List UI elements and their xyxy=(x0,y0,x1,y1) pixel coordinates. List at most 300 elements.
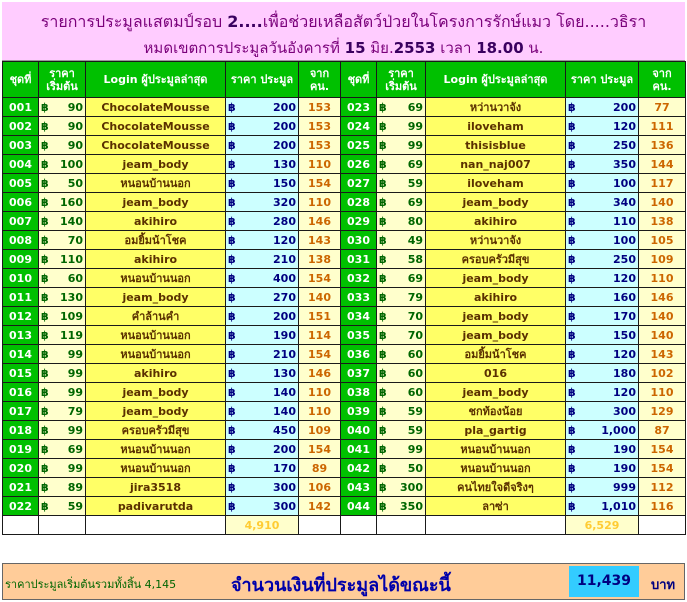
item-id: 004 xyxy=(3,155,39,174)
from-count: 105 xyxy=(639,231,686,250)
bid-price-cell xyxy=(226,136,299,155)
bid-price: 130 xyxy=(273,366,296,380)
bidder-login: หนอนบ้านนอก xyxy=(86,459,226,478)
header-price: ราคา ประมูล xyxy=(566,62,639,98)
start-price: 110 xyxy=(60,252,83,266)
title-banner xyxy=(2,2,685,61)
start-price-cell xyxy=(377,155,426,174)
start-price-cell xyxy=(39,497,86,516)
baht-icon: ฿ xyxy=(379,442,387,456)
empty-cell xyxy=(639,516,686,535)
start-price-cell xyxy=(377,117,426,136)
baht-icon: ฿ xyxy=(379,328,387,342)
start-price: 119 xyxy=(60,328,83,342)
bid-price: 1,010 xyxy=(601,499,636,513)
start-price: 70 xyxy=(67,233,83,247)
item-id: 017 xyxy=(3,402,39,421)
bid-price-cell xyxy=(566,269,639,288)
baht-icon: ฿ xyxy=(41,385,49,399)
baht-icon: ฿ xyxy=(379,423,387,437)
empty-cell xyxy=(39,516,86,535)
baht-icon: ฿ xyxy=(568,480,576,494)
start-total-text: ราคาประมูลเริ่มต้นรวมทั้งสิ้น 4,145 xyxy=(5,578,177,591)
item-id: 040 xyxy=(341,421,377,440)
item-id: 019 xyxy=(3,440,39,459)
from-count: 109 xyxy=(299,421,341,440)
start-price-cell xyxy=(377,307,426,326)
baht-icon: ฿ xyxy=(228,233,236,247)
bid-price-cell xyxy=(226,326,299,345)
start-price-cell xyxy=(377,364,426,383)
start-price-cell xyxy=(39,231,86,250)
bid-price-cell xyxy=(226,193,299,212)
start-price-cell xyxy=(39,478,86,497)
baht-icon: ฿ xyxy=(228,442,236,456)
bidder-login: ชกท้องน้อย xyxy=(426,402,566,421)
baht-icon: ฿ xyxy=(568,290,576,304)
bid-price: 190 xyxy=(613,442,636,456)
item-id: 006 xyxy=(3,193,39,212)
item-id: 012 xyxy=(3,307,39,326)
start-price-cell xyxy=(39,307,86,326)
from-count: 154 xyxy=(299,174,341,193)
bid-price-cell xyxy=(226,497,299,516)
bid-price-cell xyxy=(566,288,639,307)
bid-price: 150 xyxy=(273,176,296,190)
deadline-year: 2553 xyxy=(393,39,436,57)
baht-icon: ฿ xyxy=(41,233,49,247)
baht-icon: ฿ xyxy=(41,480,49,494)
start-price: 59 xyxy=(67,499,83,513)
start-price: 60 xyxy=(407,385,423,399)
bid-price-cell xyxy=(566,193,639,212)
from-count: 87 xyxy=(639,421,686,440)
start-price-cell xyxy=(39,98,86,117)
from-count: 114 xyxy=(299,326,341,345)
item-id: 032 xyxy=(341,269,377,288)
baht-icon: ฿ xyxy=(568,385,576,399)
item-id: 026 xyxy=(341,155,377,174)
bidder-login: jeam_body xyxy=(426,193,566,212)
bidder-login: akihiro xyxy=(426,212,566,231)
start-price: 140 xyxy=(60,214,83,228)
baht-icon: ฿ xyxy=(228,461,236,475)
item-id: 041 xyxy=(341,440,377,459)
table-row xyxy=(3,117,686,136)
bid-price-cell xyxy=(566,117,639,136)
baht-icon: ฿ xyxy=(41,100,49,114)
baht-icon: ฿ xyxy=(568,176,576,190)
bid-price-cell xyxy=(226,155,299,174)
start-price: 70 xyxy=(407,309,423,323)
bidder-login: jeam_body xyxy=(86,288,226,307)
from-count: 154 xyxy=(299,345,341,364)
bid-price-cell xyxy=(226,364,299,383)
baht-icon: ฿ xyxy=(568,195,576,209)
bid-price: 190 xyxy=(613,461,636,475)
title-line-1 xyxy=(2,10,685,35)
baht-icon: ฿ xyxy=(41,195,49,209)
bid-price: 270 xyxy=(273,290,296,304)
bid-price-cell xyxy=(226,402,299,421)
bid-price-cell xyxy=(566,174,639,193)
start-price-cell xyxy=(39,440,86,459)
baht-icon: ฿ xyxy=(568,233,576,247)
bidder-login: jeam_body xyxy=(86,193,226,212)
from-count: 142 xyxy=(299,497,341,516)
start-price: 100 xyxy=(60,157,83,171)
baht-icon: ฿ xyxy=(41,309,49,323)
left-total: 4,910 xyxy=(226,516,299,535)
table-row xyxy=(3,345,686,364)
bidder-login: ChocolateMousse xyxy=(86,136,226,155)
baht-icon: ฿ xyxy=(379,309,387,323)
start-price: 59 xyxy=(407,176,423,190)
item-id: 043 xyxy=(341,478,377,497)
bid-price: 250 xyxy=(613,252,636,266)
baht-icon: ฿ xyxy=(568,309,576,323)
item-id: 030 xyxy=(341,231,377,250)
from-count: 146 xyxy=(639,288,686,307)
bid-price: 140 xyxy=(273,404,296,418)
bidder-login: ครอบครัวมีสุข xyxy=(426,250,566,269)
start-price: 160 xyxy=(60,195,83,209)
start-price: 99 xyxy=(407,442,423,456)
from-count: 140 xyxy=(299,288,341,307)
start-price-cell xyxy=(39,269,86,288)
table-row xyxy=(3,136,686,155)
table-row xyxy=(3,269,686,288)
bid-price-cell xyxy=(566,364,639,383)
item-id: 001 xyxy=(3,98,39,117)
start-price-cell xyxy=(39,117,86,136)
from-count: 138 xyxy=(639,212,686,231)
table-row xyxy=(3,155,686,174)
start-price-cell xyxy=(377,402,426,421)
from-count: 146 xyxy=(299,364,341,383)
from-count: 117 xyxy=(639,174,686,193)
bid-price: 150 xyxy=(613,328,636,342)
item-id: 033 xyxy=(341,288,377,307)
bid-price: 110 xyxy=(613,214,636,228)
baht-icon: ฿ xyxy=(41,271,49,285)
bid-price: 120 xyxy=(613,347,636,361)
item-id: 011 xyxy=(3,288,39,307)
bid-price-cell xyxy=(566,497,639,516)
baht-icon: ฿ xyxy=(41,138,49,152)
start-price-cell xyxy=(377,345,426,364)
bidder-login: akihiro xyxy=(426,288,566,307)
start-price-cell xyxy=(377,250,426,269)
auction-table xyxy=(2,61,686,535)
bid-price: 200 xyxy=(613,100,636,114)
bid-price: 1,000 xyxy=(601,423,636,437)
bid-price: 300 xyxy=(273,480,296,494)
start-price: 58 xyxy=(407,252,423,266)
baht-icon: ฿ xyxy=(379,138,387,152)
bid-price: 120 xyxy=(613,271,636,285)
from-count: 109 xyxy=(639,250,686,269)
table-row xyxy=(3,231,686,250)
start-price: 69 xyxy=(407,271,423,285)
from-count: 136 xyxy=(639,136,686,155)
current-amount-label: จำนวนเงินที่ประมูลได้ขณะนี้ xyxy=(231,575,451,596)
baht-icon: ฿ xyxy=(228,347,236,361)
bidder-login: ChocolateMousse xyxy=(86,98,226,117)
title-line-2 xyxy=(2,36,685,60)
baht-icon: ฿ xyxy=(568,157,576,171)
empty-cell xyxy=(341,516,377,535)
empty-cell xyxy=(299,516,341,535)
table-row xyxy=(3,383,686,402)
current-amount-value: 11,439 xyxy=(569,566,639,597)
start-price-cell xyxy=(377,269,426,288)
bid-price-cell xyxy=(226,345,299,364)
bidder-login: nan_naj007 xyxy=(426,155,566,174)
bid-price-cell xyxy=(566,402,639,421)
bid-price-cell xyxy=(226,269,299,288)
bid-price: 200 xyxy=(273,309,296,323)
start-price: 89 xyxy=(67,480,83,494)
bid-price-cell xyxy=(566,459,639,478)
bidder-login: iloveham xyxy=(426,117,566,136)
item-id: 036 xyxy=(341,345,377,364)
start-price-cell xyxy=(377,231,426,250)
table-row xyxy=(3,402,686,421)
bid-price: 160 xyxy=(613,290,636,304)
title-text: รายการประมูลแสตมป์รอบ xyxy=(40,12,228,31)
bid-price-cell xyxy=(226,459,299,478)
baht-icon: ฿ xyxy=(228,480,236,494)
bid-price: 250 xyxy=(613,138,636,152)
start-price: 50 xyxy=(407,461,423,475)
bid-price-cell xyxy=(566,440,639,459)
start-price: 59 xyxy=(407,404,423,418)
totals-row xyxy=(3,516,686,535)
empty-cell xyxy=(86,516,226,535)
baht-icon: ฿ xyxy=(379,385,387,399)
bid-price-cell xyxy=(226,117,299,136)
bidder-login: หนอนบ้านนอก xyxy=(86,440,226,459)
item-id: 024 xyxy=(341,117,377,136)
from-count: 140 xyxy=(639,326,686,345)
baht-icon: ฿ xyxy=(568,366,576,380)
from-count: 146 xyxy=(299,212,341,231)
bidder-login: หนอนบ้านนอก xyxy=(86,269,226,288)
bid-price-cell xyxy=(226,212,299,231)
bidder-login: หนอนบ้านนอก xyxy=(86,174,226,193)
bid-price: 140 xyxy=(273,385,296,399)
bid-price: 170 xyxy=(613,309,636,323)
from-count: 138 xyxy=(299,250,341,269)
start-price-cell xyxy=(377,421,426,440)
baht-icon: ฿ xyxy=(41,214,49,228)
bid-price-cell xyxy=(566,307,639,326)
baht-icon: ฿ xyxy=(568,423,576,437)
baht-icon: ฿ xyxy=(228,385,236,399)
bid-price-cell xyxy=(226,440,299,459)
baht-icon: ฿ xyxy=(379,271,387,285)
bid-price: 130 xyxy=(273,157,296,171)
item-id: 005 xyxy=(3,174,39,193)
from-count: 116 xyxy=(639,497,686,516)
item-id: 015 xyxy=(3,364,39,383)
from-count: 110 xyxy=(639,269,686,288)
start-price: 109 xyxy=(60,309,83,323)
from-count: 106 xyxy=(299,478,341,497)
baht-icon: ฿ xyxy=(228,100,236,114)
from-count: 151 xyxy=(299,307,341,326)
baht-icon: ฿ xyxy=(228,271,236,285)
start-price: 69 xyxy=(407,157,423,171)
bid-price: 100 xyxy=(613,233,636,247)
from-count: 110 xyxy=(299,383,341,402)
from-count: 140 xyxy=(639,193,686,212)
baht-icon: ฿ xyxy=(379,233,387,247)
item-id: 029 xyxy=(341,212,377,231)
baht-icon: ฿ xyxy=(568,119,576,133)
item-id: 010 xyxy=(3,269,39,288)
bid-price-cell xyxy=(226,288,299,307)
bid-price: 120 xyxy=(613,385,636,399)
bidder-login: akihiro xyxy=(86,250,226,269)
baht-icon: ฿ xyxy=(379,480,387,494)
item-id: 022 xyxy=(3,497,39,516)
baht-icon: ฿ xyxy=(41,252,49,266)
bidder-login: jeam_body xyxy=(426,307,566,326)
table-row xyxy=(3,288,686,307)
bidder-login: jeam_body xyxy=(86,383,226,402)
bidder-login: หนอนบ้านนอก xyxy=(426,459,566,478)
baht-icon: ฿ xyxy=(379,252,387,266)
bidder-login: หว่านวาจัง xyxy=(426,231,566,250)
baht-icon: ฿ xyxy=(568,404,576,418)
start-price-cell xyxy=(377,459,426,478)
baht-icon: ฿ xyxy=(568,499,576,513)
start-price-cell xyxy=(377,136,426,155)
start-price: 50 xyxy=(67,176,83,190)
baht-icon: ฿ xyxy=(41,423,49,437)
start-price-cell xyxy=(377,326,426,345)
from-count: 154 xyxy=(639,440,686,459)
baht-icon: ฿ xyxy=(228,423,236,437)
item-id: 007 xyxy=(3,212,39,231)
baht-icon: ฿ xyxy=(41,347,49,361)
currency-unit: บาท xyxy=(651,578,676,593)
start-price: 99 xyxy=(67,347,83,361)
baht-icon: ฿ xyxy=(379,214,387,228)
start-price-cell xyxy=(39,459,86,478)
bidder-login: หนอนบ้านนอก xyxy=(86,345,226,364)
start-price: 99 xyxy=(67,385,83,399)
start-price-cell xyxy=(377,174,426,193)
baht-icon: ฿ xyxy=(41,404,49,418)
start-price-cell xyxy=(377,440,426,459)
empty-cell xyxy=(3,516,39,535)
baht-icon: ฿ xyxy=(228,195,236,209)
bidder-login: อมยิ้มน้าโชค xyxy=(86,231,226,250)
from-count: 110 xyxy=(299,155,341,174)
baht-icon: ฿ xyxy=(41,119,49,133)
start-price: 99 xyxy=(67,461,83,475)
item-id: 013 xyxy=(3,326,39,345)
bid-price: 400 xyxy=(273,271,296,285)
start-price-cell xyxy=(39,250,86,269)
from-count: 140 xyxy=(639,307,686,326)
header-from: จาก คน. xyxy=(299,62,341,98)
round-number: 2.... xyxy=(227,12,263,31)
baht-icon: ฿ xyxy=(568,100,576,114)
baht-icon: ฿ xyxy=(568,138,576,152)
baht-icon: ฿ xyxy=(41,328,49,342)
bidder-login: iloveham xyxy=(426,174,566,193)
baht-icon: ฿ xyxy=(228,138,236,152)
bid-price-cell xyxy=(566,136,639,155)
item-id: 008 xyxy=(3,231,39,250)
bid-price-cell xyxy=(226,383,299,402)
bid-price-cell xyxy=(566,155,639,174)
bidder-login: ลาซ่า xyxy=(426,497,566,516)
baht-icon: ฿ xyxy=(379,290,387,304)
bid-price: 999 xyxy=(613,480,636,494)
item-id: 044 xyxy=(341,497,377,516)
item-id: 003 xyxy=(3,136,39,155)
baht-icon: ฿ xyxy=(379,461,387,475)
baht-icon: ฿ xyxy=(379,100,387,114)
baht-icon: ฿ xyxy=(228,404,236,418)
start-price-cell xyxy=(377,497,426,516)
bid-price-cell xyxy=(226,174,299,193)
start-price: 99 xyxy=(67,423,83,437)
start-price: 99 xyxy=(67,366,83,380)
bid-price: 200 xyxy=(273,138,296,152)
item-id: 038 xyxy=(341,383,377,402)
item-id: 014 xyxy=(3,345,39,364)
start-price-cell xyxy=(39,364,86,383)
baht-icon: ฿ xyxy=(41,157,49,171)
start-price: 99 xyxy=(407,138,423,152)
bid-price: 100 xyxy=(613,176,636,190)
bidder-login: คนไทยใจดีจริงๆ xyxy=(426,478,566,497)
baht-icon: ฿ xyxy=(568,442,576,456)
table-row xyxy=(3,307,686,326)
bid-price: 200 xyxy=(273,119,296,133)
bidder-login: หนอนบ้านนอก xyxy=(426,440,566,459)
from-count: 153 xyxy=(299,117,341,136)
item-id: 037 xyxy=(341,364,377,383)
item-id: 016 xyxy=(3,383,39,402)
bid-price-cell xyxy=(566,231,639,250)
start-price: 69 xyxy=(67,442,83,456)
start-price: 70 xyxy=(407,328,423,342)
bidder-login: หนอนบ้านนอก xyxy=(86,326,226,345)
start-price-cell xyxy=(39,155,86,174)
baht-icon: ฿ xyxy=(568,252,576,266)
item-id: 042 xyxy=(341,459,377,478)
bid-price: 300 xyxy=(613,404,636,418)
deadline-day: 15 xyxy=(344,39,366,57)
bid-price: 120 xyxy=(613,119,636,133)
item-id: 039 xyxy=(341,402,377,421)
start-price: 90 xyxy=(67,138,83,152)
start-price-cell xyxy=(39,402,86,421)
bidder-login: 016 xyxy=(426,364,566,383)
baht-icon: ฿ xyxy=(228,157,236,171)
table-row xyxy=(3,459,686,478)
start-price: 300 xyxy=(400,480,423,494)
start-price-cell xyxy=(377,478,426,497)
start-price-cell xyxy=(39,193,86,212)
